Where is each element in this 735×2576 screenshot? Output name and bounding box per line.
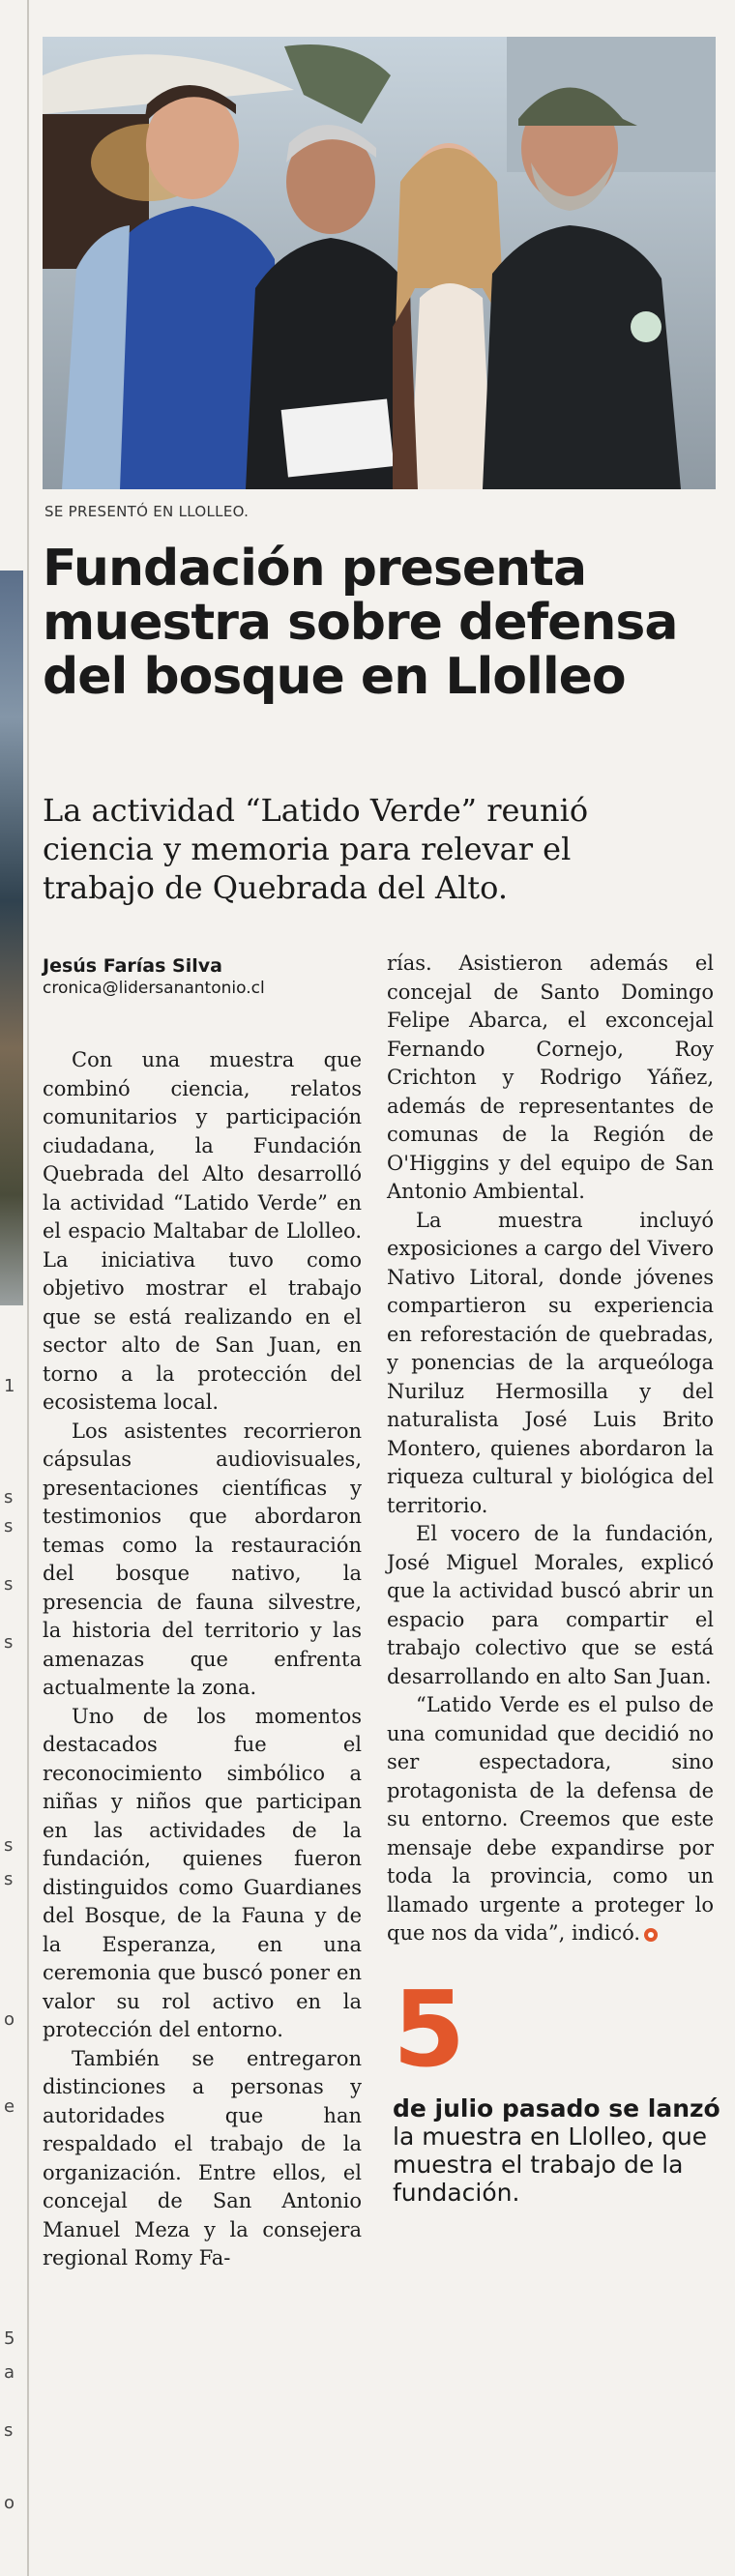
adjacent-glyph: 1	[4, 1376, 15, 1396]
article-column-1	[43, 1046, 362, 2273]
subheadline-line: La actividad “Latido Verde” reunió	[43, 792, 589, 829]
article-photo	[43, 37, 716, 489]
adjacent-glyph: s	[4, 1835, 14, 1856]
body-paragraph: El vocero de la fundación, José Miguel Morales, explicó que la actividad buscó abrir un espacio para compartir el trabajo colectivo que se está desarrollando en alto San Juan.	[387, 1522, 714, 1688]
stat-bold-text: de julio pasado se lanzó	[393, 2094, 720, 2122]
adjacent-glyph: o	[4, 2493, 15, 2513]
article-column-2	[387, 950, 714, 1948]
stat-text: la muestra en Llolleo, que muestra el trabajo de la fundación.	[393, 2122, 708, 2207]
adjacent-photo-edge	[0, 571, 23, 1305]
subheadline-line: ciencia y memoria para relevar el	[43, 831, 572, 867]
body-paragraph-final	[387, 1691, 714, 1948]
stat-description	[393, 2094, 721, 2207]
group-photo-illustration	[43, 37, 716, 489]
author-email: cronica@lidersanantonio.cl	[43, 979, 265, 998]
adjacent-glyph: e	[4, 2096, 15, 2117]
subheadline-line: trabajo de Quebrada del Alto.	[43, 869, 509, 906]
adjacent-glyph: s	[4, 1632, 14, 1653]
headline-line: Fundación presenta	[43, 540, 587, 598]
photo-caption: SE PRESENTÓ EN LLOLLEO.	[44, 503, 250, 520]
adjacent-glyph: o	[4, 2009, 15, 2030]
body-paragraph: Uno de los momentos destacados fue el reconocimiento simbólico a niñas y niños que participan en las actividades de la fundación, quienes fueron distinguidos como Guardianes del Bosque, de la Fauna y de la Esperanza, en una ceremonia que buscó poner en valor su rol activo en la protección del entorno.	[43, 1704, 362, 2041]
adjacent-glyph: a	[4, 2362, 15, 2383]
adjacent-glyph: 5	[4, 2328, 15, 2349]
body-paragraph: Los asistentes recorrieron cápsulas audiovisuales, presentaciones científicas y testimonios que abordaron temas como la restauración del bosque nativo, la presencia de fauna silvestre, la historia del territorio y las amenazas que enfrenta actualmente la zona.	[43, 1419, 362, 1699]
final-paragraph-text: “Latido Verde es el pulso de una comunidad que decidió no ser espectadora, sino protagonista de la defensa de su entorno. Creemos que este mensaje debe expandirse por toda la provincia, como un llamado urgente a proteger lo que nos da vida”, indicó.	[387, 1693, 714, 1945]
adjacent-glyph: s	[4, 2420, 14, 2441]
headline-line: muestra sobre defensa	[43, 594, 678, 652]
body-paragraph: Con una muestra que combinó ciencia, relatos comunitarios y participación ciudadana, la Fundación Quebrada del Alto desarrolló la actividad “Latido Verde” en el espacio Maltabar de Llolleo. La iniciativa tuvo como objetivo mostrar el trabajo que se está realizando en el sector alto de San Juan, en torno a la protección del ecosistema local.	[43, 1048, 362, 1414]
body-paragraph: La muestra incluyó exposiciones a cargo del Vivero Nativo Litoral, donde jóvenes compartieron su experiencia en reforestación de quebradas, y ponencias de la arqueóloga Nuriluz Hermosilla y del naturalista José Luis Brito Montero, quienes abordaron la riqueza cultural y biológica del territorio.	[387, 1208, 714, 1517]
adjacent-glyph: s	[4, 1516, 14, 1537]
adjacent-glyph: s	[4, 1574, 14, 1595]
adjacent-glyph: s	[4, 1869, 14, 1889]
body-paragraph: También se entregaron distinciones a personas y autoridades que han respaldado el trabajo de la organización. Entre ellos, el concejal de San Antonio Manuel Meza y la consejera regional Romy Fa-	[43, 2046, 362, 2269]
adjacent-glyph: s	[4, 1487, 14, 1508]
subheadline	[43, 791, 720, 907]
page-gutter-rule	[27, 0, 29, 2576]
adjacent-page-strip	[0, 0, 29, 2576]
end-of-article-icon	[644, 1928, 658, 1942]
stat-number: 5	[393, 1970, 466, 2091]
headline-line: del bosque en Llolleo	[43, 648, 626, 706]
body-paragraph: rías. Asistieron además el concejal de Santo Domingo Felipe Abarca, el exconcejal Fernando Cornejo, Roy Crichton y Rodrigo Yáñez, además de representantes de comunas de la Región de O'Higgins y del equipo de San Antonio Ambiental.	[387, 951, 714, 1203]
author-name: Jesús Farías Silva	[43, 955, 222, 977]
headline	[43, 542, 720, 704]
